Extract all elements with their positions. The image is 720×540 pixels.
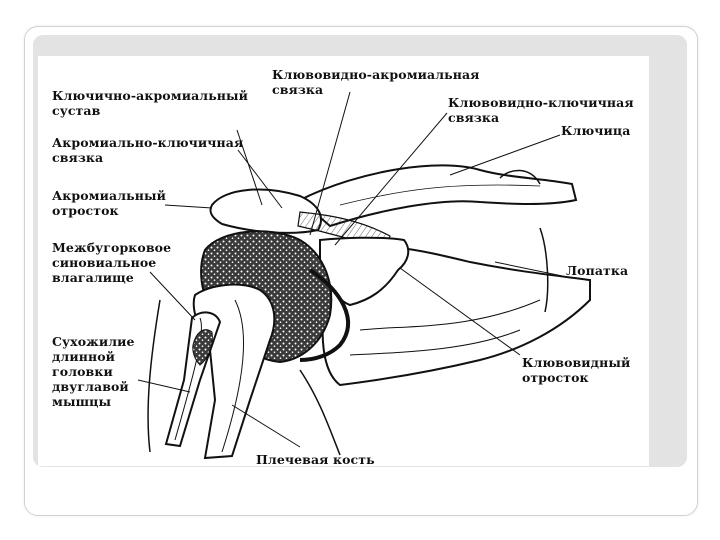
label-coracoid-process: Клювовидный отросток: [522, 355, 631, 385]
humerus-shape: [194, 285, 275, 458]
label-coracoclavicular-ligament: Клювовидно-ключичная связка: [448, 95, 634, 125]
label-acromioclavicular-joint: Ключично-акромиальный сустав: [52, 88, 249, 118]
clavicle-shape: [300, 165, 576, 226]
label-clavicle: Ключица: [561, 123, 631, 138]
label-acromioclavicular-ligament: Акромиально-ключичная связка: [52, 135, 244, 165]
label-humerus: Плечевая кость: [256, 452, 375, 467]
label-acromion: Акромиальный отросток: [52, 188, 166, 218]
label-biceps-tendon: Сухожилие длинной головки двуглавой мышцы: [52, 334, 135, 409]
label-scapula: Лопатка: [566, 263, 629, 278]
label-intertubercular-sheath: Межбугорковое синовиальное влагалище: [52, 240, 172, 285]
label-coracoacromial-ligament: Клювовидно-акромиальная связка: [272, 67, 480, 97]
